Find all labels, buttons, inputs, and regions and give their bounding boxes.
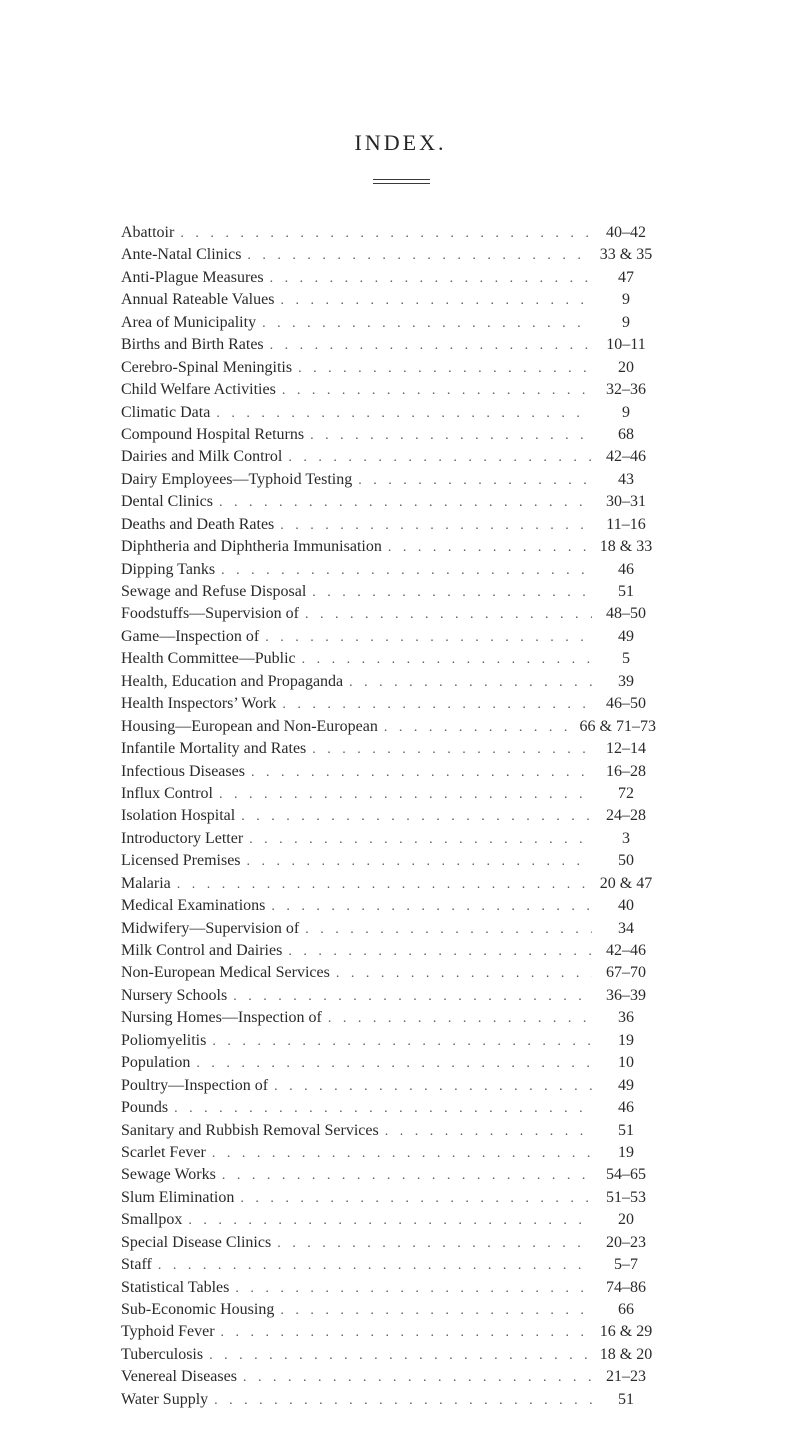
- index-entry-label: Anti-Plague Measures: [121, 268, 264, 286]
- index-entry-label: Milk Control and Dairies: [121, 942, 283, 959]
- index-list: [121, 222, 656, 1411]
- index-entry-pages: 49: [618, 1076, 634, 1094]
- index-entry-pages: 68: [618, 425, 634, 443]
- index-entry: [121, 334, 656, 356]
- dot-leader: [216, 403, 592, 425]
- index-entry: [121, 1142, 656, 1164]
- index-entry-label: Smallpox: [121, 1211, 183, 1229]
- index-entry-label: Cerebro-Spinal Meningitis: [121, 358, 293, 376]
- index-entry-pages: 24–28: [606, 807, 646, 825]
- index-entry-pages: 19: [618, 1031, 634, 1049]
- index-entry: [121, 222, 656, 244]
- dot-leader: [305, 919, 592, 941]
- dot-leader: [219, 784, 592, 806]
- index-entry-label: Dental Clinics: [121, 493, 213, 511]
- index-entry-pages: 30–31: [606, 493, 646, 511]
- index-entry-label: Statistical Tables: [121, 1278, 230, 1296]
- dot-leader: [358, 470, 592, 492]
- index-entry-pages: 66 & 71–73: [579, 717, 656, 735]
- index-entry: [121, 1030, 656, 1052]
- index-entry-pages: 42–46: [606, 942, 646, 959]
- index-entry-label: Deaths and Death Rates: [121, 515, 275, 533]
- index-entry-pages: 20–23: [606, 1233, 646, 1251]
- index-entry-label: Medical Examinations: [121, 897, 266, 915]
- index-entry-label: Climatic Data: [121, 403, 211, 421]
- index-entry-label: Births and Birth Rates: [121, 336, 264, 354]
- dot-leader: [188, 1210, 592, 1232]
- index-entry-pages: 18 & 20: [599, 1345, 653, 1363]
- index-entry-pages: 5–7: [614, 1256, 638, 1274]
- index-entry: [121, 559, 656, 581]
- index-entry-label: Non-European Medical Services: [121, 964, 330, 982]
- index-entry: [121, 267, 656, 289]
- index-entry: [121, 1389, 656, 1411]
- index-entry-pages: 40: [618, 897, 634, 915]
- index-entry-label: Dairy Employees—Typhoid Testing: [121, 470, 353, 488]
- title-divider-bottom: [373, 183, 430, 184]
- index-entry-label: Poliomyelitis: [121, 1031, 207, 1049]
- index-entry: [121, 1277, 656, 1299]
- title-divider-top: [373, 179, 430, 180]
- dot-leader: [277, 1233, 592, 1255]
- index-entry: [121, 805, 656, 827]
- index-entry-pages: 5: [622, 650, 630, 668]
- index-entry-pages: 43: [618, 470, 634, 488]
- index-entry-label: Annual Rateable Values: [121, 291, 275, 309]
- index-entry-label: Health Committee—Public: [121, 650, 296, 668]
- index-entry-pages: 21–23: [606, 1368, 646, 1386]
- index-entry: [121, 940, 656, 962]
- index-entry: [121, 491, 656, 513]
- index-entry: [121, 603, 656, 625]
- index-entry-label: Infantile Mortality and Rates: [121, 740, 307, 758]
- dot-leader: [212, 1143, 592, 1165]
- dot-leader: [249, 829, 592, 851]
- index-entry: [121, 918, 656, 940]
- index-entry-label: Housing—European and Non-European: [121, 717, 378, 735]
- dot-leader: [310, 425, 592, 447]
- index-entry-pages: 9: [622, 403, 630, 421]
- index-entry-pages: 3: [622, 829, 630, 847]
- index-entry-label: Sanitary and Rubbish Removal Services: [121, 1121, 379, 1139]
- index-entry: [121, 648, 656, 670]
- index-entry-pages: 11–16: [606, 515, 646, 533]
- dot-leader: [222, 1165, 592, 1187]
- dot-leader: [271, 896, 592, 918]
- index-entry: [121, 289, 656, 311]
- index-entry-label: Sub-Economic Housing: [121, 1301, 275, 1318]
- index-entry-pages: 20: [618, 1211, 634, 1229]
- dot-leader: [274, 1076, 592, 1098]
- dot-leader: [336, 963, 592, 985]
- index-entry-label: Licensed Premises: [121, 852, 241, 870]
- index-entry: [121, 671, 656, 693]
- index-entry-pages: 9: [622, 313, 630, 331]
- index-entry: [121, 1164, 656, 1186]
- index-entry-pages: 33 & 35: [599, 246, 653, 264]
- index-entry: [121, 693, 656, 715]
- index-entry-label: Health, Education and Propaganda: [121, 672, 344, 690]
- index-entry-label: Ante-Natal Clinics: [121, 246, 242, 264]
- index-entry-label: Population: [121, 1054, 191, 1072]
- index-entry-label: Tuberculosis: [121, 1345, 204, 1363]
- index-entry: [121, 985, 656, 1007]
- index-entry: [121, 716, 656, 738]
- index-entry-pages: 32–36: [606, 381, 646, 399]
- dot-leader: [177, 874, 592, 896]
- dot-leader: [233, 986, 592, 1008]
- index-entry: [121, 738, 656, 760]
- index-entry: [121, 1254, 656, 1276]
- dot-leader: [241, 806, 592, 828]
- index-entry-label: Venereal Diseases: [121, 1368, 237, 1386]
- index-entry-pages: 49: [618, 627, 634, 645]
- index-entry-pages: 72: [618, 784, 634, 802]
- index-entry: [121, 1120, 656, 1142]
- dot-leader: [288, 941, 592, 963]
- index-entry-pages: 16 & 29: [599, 1323, 653, 1341]
- dot-leader: [180, 223, 592, 245]
- dot-leader: [282, 694, 592, 716]
- dot-leader: [174, 1098, 592, 1120]
- index-entry-pages: 10: [618, 1054, 634, 1072]
- index-entry: [121, 873, 656, 895]
- index-entry-pages: 18 & 33: [599, 538, 653, 556]
- index-entry-pages: 42–46: [606, 448, 646, 466]
- dot-leader: [158, 1255, 592, 1277]
- index-entry-label: Pounds: [121, 1099, 169, 1117]
- index-entry-label: Area of Municipality: [121, 313, 257, 331]
- index-entry: [121, 1097, 656, 1119]
- index-entry-label: Sewage and Refuse Disposal: [121, 583, 307, 600]
- index-entry-label: Foodstuffs—Supervision of: [121, 605, 299, 623]
- dot-leader: [384, 717, 576, 739]
- index-entry-pages: 50: [618, 852, 634, 870]
- index-entry: [121, 514, 656, 536]
- page-title: INDEX.: [354, 130, 447, 155]
- dot-leader: [280, 290, 592, 312]
- index-entry: [121, 828, 656, 850]
- index-entry-label: Abattoir: [121, 224, 175, 241]
- index-entry-label: Malaria: [121, 874, 171, 892]
- dot-leader: [298, 358, 592, 380]
- dot-leader: [312, 739, 592, 761]
- dot-leader: [235, 1278, 592, 1300]
- dot-leader: [270, 268, 592, 290]
- index-entry-pages: 39: [618, 672, 634, 690]
- index-entry: [121, 357, 656, 379]
- index-entry-label: Typhoid Fever: [121, 1323, 215, 1341]
- index-entry: [121, 402, 656, 424]
- index-entry-pages: 51–53: [606, 1188, 646, 1206]
- dot-leader: [280, 515, 592, 537]
- index-entry-label: Sewage Works: [121, 1166, 216, 1184]
- index-entry-pages: 34: [618, 919, 634, 937]
- dot-leader: [251, 762, 592, 784]
- index-entry-label: Diphtheria and Diphtheria Immunisation: [121, 538, 382, 556]
- index-entry-label: Nursery Schools: [121, 986, 228, 1004]
- index-entry-pages: 20 & 47: [599, 874, 653, 892]
- dot-leader: [240, 1188, 592, 1210]
- dot-leader: [282, 380, 592, 402]
- index-entry-pages: 46–50: [606, 695, 646, 713]
- dot-leader: [385, 1121, 592, 1143]
- index-entry-pages: 19: [618, 1143, 634, 1161]
- dot-leader: [209, 1345, 592, 1367]
- dot-leader: [270, 335, 592, 357]
- index-entry: [121, 1052, 656, 1074]
- index-entry-label: Scarlet Fever: [121, 1143, 206, 1161]
- dot-leader: [221, 560, 592, 582]
- index-entry-pages: 54–65: [606, 1166, 646, 1184]
- index-entry: [121, 1075, 656, 1097]
- index-entry: [121, 626, 656, 648]
- index-entry-pages: 16–28: [606, 762, 646, 780]
- index-entry-label: Special Disease Clinics: [121, 1233, 272, 1251]
- index-entry: [121, 962, 656, 984]
- index-entry-label: Water Supply: [121, 1390, 209, 1408]
- index-entry-pages: 10–11: [606, 336, 646, 354]
- index-entry-label: Health Inspectors’ Work: [121, 695, 277, 713]
- index-entry-label: Midwifery—Supervision of: [121, 919, 300, 937]
- dot-leader: [212, 1031, 592, 1053]
- dot-leader: [262, 313, 592, 335]
- dot-leader: [214, 1390, 592, 1412]
- index-entry-label: Child Welfare Activities: [121, 381, 276, 399]
- dot-leader: [312, 582, 592, 604]
- index-entry-pages: 40–42: [606, 224, 646, 241]
- dot-leader: [243, 1367, 592, 1389]
- index-entry: [121, 1366, 656, 1388]
- dot-leader: [349, 672, 592, 694]
- index-entry-label: Dairies and Milk Control: [121, 448, 283, 466]
- index-entry: [121, 446, 656, 468]
- index-entry: [121, 424, 656, 446]
- index-entry: [121, 1209, 656, 1231]
- index-entry: [121, 469, 656, 491]
- index-entry: [121, 761, 656, 783]
- index-entry: [121, 536, 656, 558]
- index-entry-pages: 9: [622, 291, 630, 309]
- dot-leader: [288, 447, 592, 469]
- dot-leader: [280, 1300, 592, 1322]
- dot-leader: [196, 1053, 592, 1075]
- index-entry-pages: 66: [618, 1301, 634, 1318]
- index-entry: [121, 581, 656, 603]
- index-entry: [121, 1299, 656, 1321]
- index-entry-pages: 46: [618, 1099, 634, 1117]
- index-entry-label: Slum Elimination: [121, 1188, 235, 1206]
- index-entry: [121, 783, 656, 805]
- index-entry-label: Poultry—Inspection of: [121, 1076, 269, 1094]
- index-entry-label: Influx Control: [121, 784, 213, 802]
- index-entry: [121, 1007, 656, 1029]
- dot-leader: [247, 851, 592, 873]
- index-entry-label: Compound Hospital Returns: [121, 425, 305, 443]
- index-entry-pages: 20: [618, 358, 634, 376]
- index-entry: [121, 379, 656, 401]
- index-entry: [121, 895, 656, 917]
- index-entry-label: Staff: [121, 1256, 152, 1274]
- dot-leader: [265, 627, 592, 649]
- index-entry-pages: 12–14: [606, 740, 646, 758]
- index-entry-pages: 48–50: [606, 605, 646, 623]
- index-entry-pages: 51: [618, 583, 634, 600]
- index-entry-label: Dipping Tanks: [121, 560, 216, 578]
- index-entry-pages: 46: [618, 560, 634, 578]
- index-entry-label: Game—Inspection of: [121, 627, 260, 645]
- index-entry: [121, 244, 656, 266]
- index-entry-pages: 36–39: [606, 986, 646, 1004]
- dot-leader: [328, 1008, 592, 1030]
- dot-leader: [305, 604, 592, 626]
- index-entry-label: Infectious Diseases: [121, 762, 245, 780]
- index-entry: [121, 1344, 656, 1366]
- index-entry-pages: 36: [618, 1009, 634, 1027]
- dot-leader: [247, 245, 592, 267]
- dot-leader: [219, 492, 592, 514]
- index-entry: [121, 1321, 656, 1343]
- index-entry-pages: 51: [618, 1390, 634, 1408]
- dot-leader: [221, 1322, 592, 1344]
- index-entry-pages: 47: [618, 268, 634, 286]
- index-entry-label: Introductory Letter: [121, 829, 244, 847]
- index-entry-label: Isolation Hospital: [121, 807, 236, 825]
- dot-leader: [388, 537, 592, 559]
- index-entry: [121, 1232, 656, 1254]
- index-entry-label: Nursing Homes—Inspection of: [121, 1009, 322, 1027]
- index-entry-pages: 74–86: [606, 1278, 646, 1296]
- index-entry: [121, 1187, 656, 1209]
- index-entry-pages: 51: [618, 1121, 634, 1139]
- index-entry-pages: 67–70: [606, 964, 646, 982]
- dot-leader: [302, 649, 592, 671]
- index-entry: [121, 312, 656, 334]
- index-entry: [121, 850, 656, 872]
